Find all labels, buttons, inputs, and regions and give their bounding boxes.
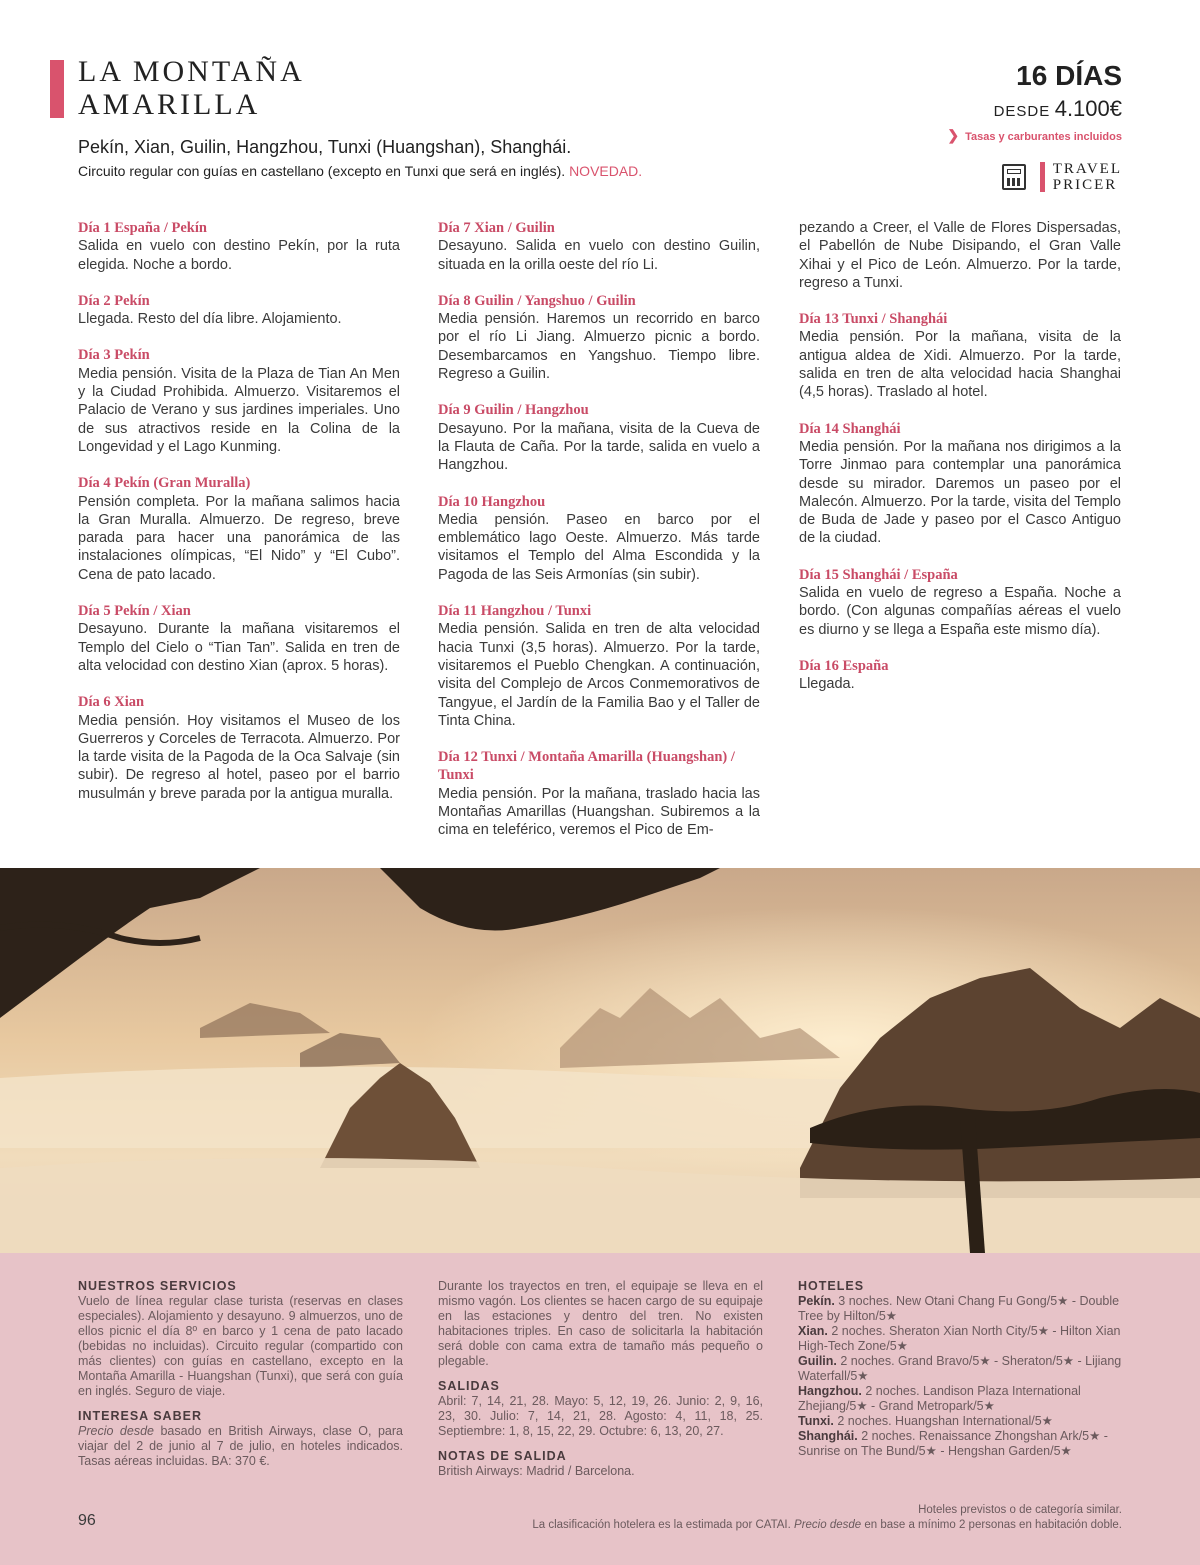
day-text: Pensión completa. Por la mañana salimos hacia la Gran Muralla. Almuerzo. De regreso, breve parada para hacer una panorámica de las instalaciones olímpicas, “El Nido” y “El Cubo”. Cena de pato lacado. <box>78 493 400 583</box>
itinerary-day <box>78 292 400 329</box>
footer-note-2b: Precio desde <box>794 1519 862 1531</box>
trip-duration: 16 DÍAS <box>1016 60 1122 91</box>
hotel-city: Guilin. <box>798 1354 837 1368</box>
day-text: Media pensión. Salida en tren de alta velocidad hacia Tunxi (3,5 horas). Almuerzo. Por la tarde, visitaremos el Pueblo Chengkan. A continuación, visita del Complejo de Arcos Conmemorativos de Tangyue, el Jardín de la Familia Bao y el Taller de Tinta China. <box>438 621 760 729</box>
precio-desde-italic: Precio desde <box>78 1424 154 1438</box>
hotel-text: 3 noches. New Otani Chang Fu Gong/5★ - Double Tree by Hilton/5★ <box>798 1294 1120 1323</box>
mountain-landscape-image <box>0 868 1200 1253</box>
day-text: Media pensión. Por la mañana, visita de la antigua aldea de Xidi. Almuerzo. Por la tarde, salida en tren de alta velocidad hacia Shanghai (4,5 horas). Traslado al hotel. <box>799 329 1121 401</box>
day-title: Día 3 Pekín <box>78 347 150 364</box>
departures-heading: SALIDAS <box>438 1379 500 1393</box>
hotel-text: 2 noches. Sheraton Xian North City/5★ - Hilton Xian High-Tech Zone/5★ <box>798 1324 1121 1353</box>
departure-notes-text: British Airways: Madrid / Barcelona. <box>438 1464 635 1478</box>
hotel-text: 2 noches. Renaissance Zhongshan Ark/5★ - Sunrise on The Bund/5★ - Hengshan Garden/5★ <box>798 1429 1108 1458</box>
services-text: Vuelo de línea regular clase turista (reservas en clases especiales). Alojamiento y desayuno. 9 almuerzos, uno de ellos picnic el día 8º en barco y 1 cena de pato lacado (bebidas no incluidas). Circuito regular (compartido con más clientes) con guías en castellano, excepto en la Montaña Amarilla - Huangshan (Tunxi), que será con guía en inglés. Seguro de viaje. <box>78 1294 403 1398</box>
title-accent-bar <box>50 60 64 118</box>
day-title: Día 15 Shanghái / España <box>799 566 958 583</box>
travel-pricer-text <box>1053 161 1122 193</box>
day-text: Salida en vuelo con destino Pekín, por la ruta elegida. Noche a bordo. <box>78 238 400 273</box>
hotel-city: Hangzhou. <box>798 1384 862 1398</box>
price-value: 4.100€ <box>1054 96 1122 121</box>
interesa-heading: INTERESA SABER <box>78 1409 202 1423</box>
footer-note-line-1: Hoteles previstos o de categoría similar. <box>918 1504 1122 1516</box>
hotel-city: Xian. <box>798 1324 828 1338</box>
interesa-body: basado en British Airways, clase O, para viajar del 2 de junio al 7 de julio, en hoteles indicados. Tasas aéreas incluidas. BA: 370 €. <box>78 1424 403 1468</box>
travel-pricer-line-2: PRICER <box>1052 177 1118 193</box>
itinerary-day <box>78 693 400 803</box>
day-title: Día 6 Xian <box>78 694 145 711</box>
itinerary-day <box>799 566 1121 639</box>
circuit-note <box>78 163 642 179</box>
day-text: Llegada. Resto del día libre. Alojamiento. <box>78 311 342 328</box>
price-label: DESDE <box>993 103 1051 120</box>
day-title: Día 8 Guilin / Yangshuo / Guilin <box>438 292 636 309</box>
hotel-text: 2 noches. Huangshan International/5★ <box>833 1414 1053 1428</box>
day-title: Día 11 Hangzhou / Tunxi <box>438 603 592 620</box>
services-heading: NUESTROS SERVICIOS <box>78 1279 237 1293</box>
day-title: Día 5 Pekín / Xian <box>78 603 191 620</box>
itinerary-day <box>799 310 1121 401</box>
itinerary-day <box>438 493 760 584</box>
travel-pricer-line-1: TRAVEL <box>1052 161 1122 177</box>
hotel-entry <box>798 1354 1123 1384</box>
day-text: Desayuno. Por la mañana, visita de la Cueva de la Flauta de Caña. Por la tarde, salida en vuelo a Hangzhou. <box>438 420 760 474</box>
footer-column-3 <box>798 1279 1123 1459</box>
day-title: Día 13 Tunxi / Shanghái <box>799 311 948 328</box>
day-title: Día 14 Shanghái <box>799 420 901 437</box>
hotel-entry <box>798 1384 1123 1414</box>
novedad-label: NOVEDAD. <box>569 163 643 179</box>
hotel-entry <box>798 1324 1123 1354</box>
footer-note-line-2 <box>532 1518 1122 1533</box>
taxes-text: Tasas y carburantes incluidos <box>965 131 1122 143</box>
travel-pricer-logo <box>1002 161 1122 193</box>
day-text: Desayuno. Salida en vuelo con destino Guilin, situada en la orilla oeste del río Li. <box>438 238 760 273</box>
page-title <box>78 55 305 121</box>
itinerary-day <box>78 602 400 675</box>
itinerary-day <box>78 474 400 584</box>
title-line-1: LA MONTAÑA <box>78 55 305 88</box>
itinerary-day <box>438 602 760 730</box>
hotel-city: Pekín. <box>798 1294 835 1308</box>
itinerary-day <box>438 219 760 274</box>
day-title: Día 2 Pekín <box>78 292 150 309</box>
itinerary-column-2 <box>438 219 760 858</box>
train-luggage-text: Durante los trayectos en tren, el equipaje se lleva en el mismo vagón. Los clientes se hacen cargo de su equipaje en las estaciones y dentro del tren. No existen habitaciones triples. En caso de solicitarla la habitación será doble con cama extra de tamaño más pequeño o plegable. <box>438 1279 763 1368</box>
itinerary-day <box>438 748 760 839</box>
itinerary-day <box>799 657 1121 694</box>
hotels-heading: HOTELES <box>798 1279 865 1293</box>
footer-note-2c: en base a mínimo 2 personas en habitación doble. <box>861 1519 1122 1531</box>
title-line-2: AMARILLA <box>78 88 261 121</box>
itinerary-day <box>799 420 1121 548</box>
day-text: Desayuno. Durante la mañana visitaremos el Templo del Cielo o “Tian Tan”. Salida en tren de alta velocidad con destino Xian (aprox. 5 horas). <box>78 621 400 674</box>
day-text: Media pensión. Paseo en barco por el emblemático lago Oeste. Almuerzo. Más tarde visitamos el Templo del Alma Escondida y la Pagoda de las Seis Armonías (sin subir). <box>438 511 760 583</box>
day-title: Día 16 España <box>799 657 889 674</box>
day-text: Media pensión. Visita de la Plaza de Tian An Men y la Ciudad Prohibida. Almuerzo. Visitaremos el Palacio de Verano y sus jardines imperiales. Uno de sus atractivos reside en la Colina de la Longevidad y el Lago Kunming. <box>78 365 400 455</box>
hotel-city: Tunxi. <box>798 1414 834 1428</box>
chevron-right-icon: ❯ <box>947 127 960 143</box>
itinerary-day <box>78 219 400 274</box>
day-title: Día 9 Guilin / Hangzhou <box>438 402 589 419</box>
hotel-text: 2 noches. Grand Bravo/5★ - Sheraton/5★ - Lijiang Waterfall/5★ <box>798 1354 1122 1383</box>
interesa-text <box>78 1424 403 1469</box>
itinerary-column-1 <box>78 219 400 821</box>
day-title: Día 1 España / Pekín <box>78 220 207 236</box>
footer-column-2 <box>438 1279 763 1479</box>
itinerary-day <box>78 346 400 456</box>
trip-price <box>994 96 1122 122</box>
huangshan-photo <box>0 868 1200 1253</box>
hotel-city: Shanghái. <box>798 1429 858 1443</box>
itinerary-column-3 <box>799 219 1121 712</box>
day-text: Media pensión. Por la mañana, traslado hacia las Montañas Amarillas (Huangshan. Subiremos a la cima en teleférico, veremos el Pico de Em- <box>438 785 760 839</box>
day-title: Día 7 Xian / Guilin <box>438 220 555 236</box>
circuit-note-text: Circuito regular con guías en castellano (excepto en Tunxi que será en inglés). <box>78 163 566 179</box>
footer-column-1 <box>78 1279 403 1469</box>
day-text: Media pensión. Por la mañana nos dirigimos a la Torre Jinmao para contemplar una panorámica desde su mirador. Daremos un paseo por el Malecón. Almuerzo. Por la tarde, visita del Templo de Buda de Jade y paseo por el Casco Antiguo de la ciudad. <box>799 438 1121 547</box>
hotel-entry <box>798 1414 1123 1429</box>
page-number: 96 <box>78 1512 96 1529</box>
day-text: Llegada. <box>799 676 855 693</box>
departures-text: Abril: 7, 14, 21, 28. Mayo: 5, 12, 19, 26. Junio: 2, 9, 16, 23, 30. Julio: 7, 14, 21, 28. Agosto: 4, 11, 18, 25. Septiembre: 1, 8, 15, 22, 29. Octubre: 6, 13, 20, 27. <box>438 1394 763 1438</box>
footer-note-2a: La clasificación hotelera es la estimada por CATAI. <box>532 1519 795 1531</box>
route-subtitle: Pekín, Xian, Guilin, Hangzhou, Tunxi (Huangshan), Shanghái. <box>78 137 572 157</box>
day-title: Día 10 Hangzhou <box>438 493 546 510</box>
travel-pricer-bar <box>1040 162 1045 192</box>
hotel-text: 2 noches. Landison Plaza International Zhejiang/5★ - Grand Metropark/5★ <box>798 1384 1081 1413</box>
itinerary-day <box>438 401 760 474</box>
calculator-icon <box>1002 164 1026 190</box>
hotel-entry <box>798 1429 1123 1459</box>
itinerary-day <box>438 292 760 383</box>
departure-notes-heading: NOTAS DE SALIDA <box>438 1449 567 1463</box>
footer-note <box>532 1503 1122 1533</box>
day-title: Día 4 Pekín (Gran Muralla) <box>78 475 251 492</box>
day-text: Media pensión. Haremos un recorrido en barco por el río Li Jiang. Almuerzo picnic a bordo. Desembarcamos en Yangshuo. Tiempo libre. Regreso a Guilin. <box>438 311 760 383</box>
day-text: Salida en vuelo de regreso a España. Noche a bordo. (Con algunas compañías aéreas el vuelo es diurno y se llega a España este mismo día). <box>799 585 1121 638</box>
day-12-continuation: pezando a Creer, el Valle de Flores Dispersadas, el Pabellón de Nube Disipando, el Gran Valle Xihai y el Pico de León. Almuerzo. Por la tarde, regreso a Tunxi. <box>799 220 1121 291</box>
taxes-note <box>947 127 1122 144</box>
day-text: Media pensión. Hoy visitamos el Museo de los Guerreros y Corceles de Terracota. Almuerzo. Por la tarde visita de la Pagoda de la Oca Salvaje (sin subir). De regreso al hotel, paseo por el barrio musulmán y breve parada por la antigua muralla. <box>78 712 400 802</box>
day-title: Día 12 Tunxi / Montaña Amarilla (Huangshan) / Tunxi <box>438 749 735 784</box>
hotel-entry <box>798 1294 1123 1324</box>
